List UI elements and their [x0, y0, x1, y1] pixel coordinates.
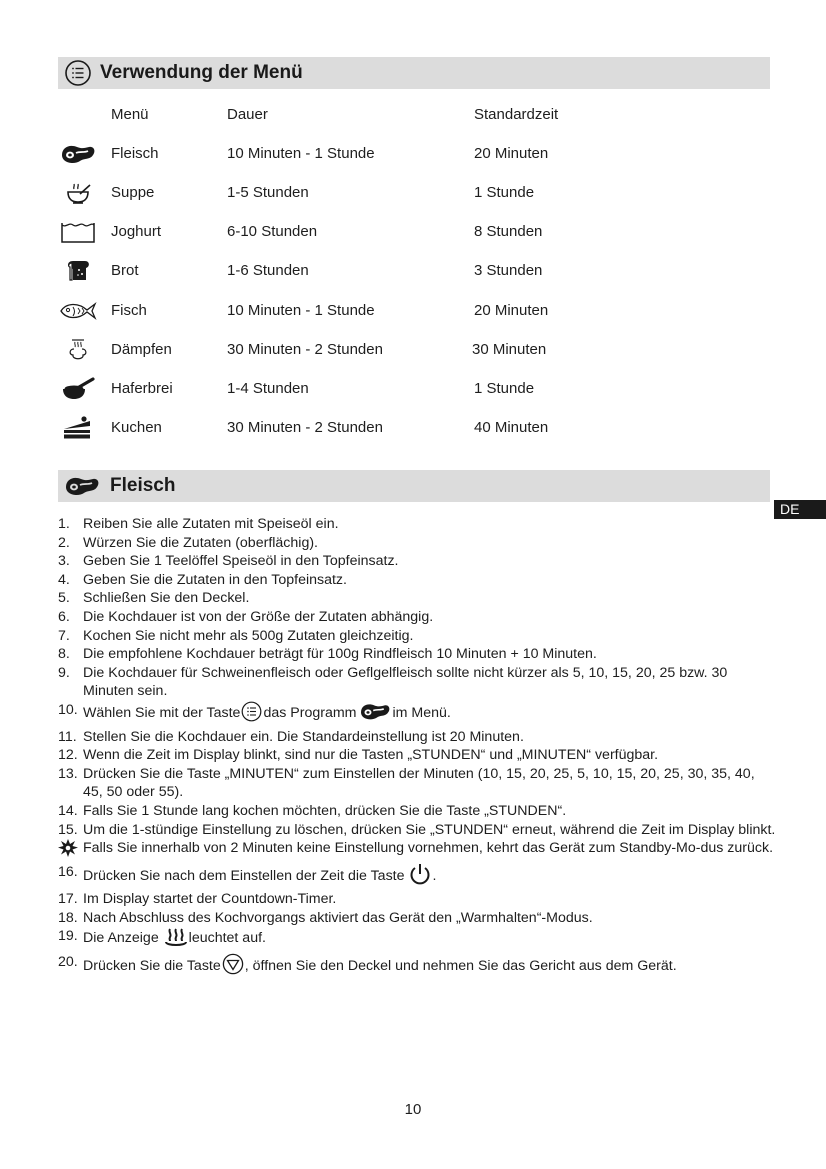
menu-name: Suppe — [111, 184, 155, 201]
menu-duration: 6-10 Stunden — [227, 223, 318, 240]
step-number: 14. — [58, 802, 78, 819]
menu-button-icon — [241, 701, 262, 728]
menu-row-steam — [0, 335, 826, 365]
column-header-duration: Dauer — [227, 106, 268, 123]
language-tab: DE — [774, 500, 826, 519]
meat-icon — [58, 139, 98, 169]
menu-duration: 10 Minuten - 1 Stunde — [227, 145, 375, 162]
soup-icon — [58, 178, 98, 208]
menu-name: Fisch — [111, 302, 147, 319]
meat-icon — [62, 474, 102, 498]
menu-duration: 1-4 Stunden — [227, 380, 309, 397]
menu-duration: 1-6 Stunden — [227, 262, 309, 279]
menu-name: Kuchen — [111, 419, 162, 436]
bread-icon — [58, 256, 98, 286]
step-text: Reiben Sie alle Zutaten mit Speiseöl ein. — [83, 516, 339, 532]
step-number: 8. — [58, 646, 70, 663]
menu-row-bread — [0, 256, 826, 286]
porridge-icon — [58, 374, 98, 404]
list-item — [58, 664, 778, 701]
step-number: 3. — [58, 553, 70, 570]
step-text: Wählen Sie mit der Taste — [83, 704, 241, 721]
menu-standard-time: 30 Minuten — [472, 341, 547, 358]
step-text: Schließen Sie den Deckel. — [83, 590, 250, 607]
power-button-icon — [409, 863, 431, 891]
step-text: Die Kochdauer für Schweinenfleisch oder Geflgelfleisch sollte nicht kürzer als 5, 10, 15, 20, 25 bzw. 30 Minuten sein. — [83, 664, 728, 700]
section-header-meat — [58, 470, 770, 502]
menu-name: Haferbrei — [111, 380, 173, 397]
menu-name: Fleisch — [111, 145, 159, 162]
step-number: 7. — [58, 627, 70, 644]
section-title: Verwendung der Menü — [100, 62, 303, 83]
step-text: Wenn die Zeit im Display blinkt, sind nur die Tasten „STUNDEN“ und „MINUTEN“ verfügbar. — [83, 747, 659, 764]
step-number: 11. — [58, 728, 77, 745]
list-item — [58, 515, 778, 534]
menu-name: Dämpfen — [111, 341, 172, 358]
step-text: Kochen Sie nicht mehr als 500g Zutaten gleichzeitig. — [83, 627, 414, 644]
step-number: 6. — [58, 608, 70, 625]
list-item — [58, 645, 778, 664]
step-text: , öffnen Sie den Deckel und nehmen Sie das Gericht aus dem Gerät. — [244, 958, 677, 975]
keep-warm-icon — [164, 927, 188, 953]
step-number: 16. — [58, 863, 78, 880]
step-number: 1. — [58, 516, 70, 532]
menu-duration: 10 Minuten - 1 Stunde — [227, 302, 375, 319]
page-number: 10 — [404, 1101, 422, 1118]
list-item — [58, 589, 778, 608]
step-text: Drücken Sie nach dem Einstellen der Zeit die Taste — [83, 867, 405, 884]
menu-row-yogurt — [0, 217, 826, 247]
list-item — [58, 571, 778, 590]
step-text: Stellen Sie die Kochdauer ein. Die Standardeinstellung ist 20 Minuten. — [83, 728, 524, 745]
list-item — [58, 552, 778, 571]
menu-row-soup — [0, 178, 826, 208]
cancel-button-icon — [222, 953, 244, 981]
list-item — [58, 765, 778, 802]
menu-duration: 1-5 Stunden — [227, 184, 309, 201]
menu-row-meat — [0, 139, 826, 169]
menu-standard-time: 20 Minuten — [474, 145, 549, 162]
step-number: 10. — [58, 701, 78, 718]
step-text: Falls Sie 1 Stunde lang kochen möchten, drücken Sie die Taste „STUNDEN“. — [83, 802, 567, 819]
list-item — [58, 802, 778, 821]
note-item — [58, 839, 778, 863]
menu-row-cake — [0, 413, 826, 443]
menu-row-porridge — [0, 374, 826, 404]
step-number: 18. — [58, 909, 78, 926]
step-text: Die empfohlene Kochdauer beträgt für 100g Rindfleisch 10 Minuten + 10 Minuten. — [83, 646, 597, 663]
steam-icon — [58, 335, 98, 365]
menu-row-fish — [0, 296, 826, 326]
list-item — [58, 909, 778, 928]
step-text: das Programm — [263, 704, 357, 721]
step-text: Drücken Sie die Taste „MINUTEN“ zum Einstellen der Minuten (10, 15, 20, 25, 5, 10, 15, 20, 25, 30, 35, 40, 45, 50 oder 55). — [83, 765, 755, 801]
step-number: 20. — [58, 954, 78, 971]
meat-icon — [358, 701, 392, 728]
list-item — [58, 608, 778, 627]
list-item — [58, 821, 778, 840]
step-text: Im Display startet der Countdown-Timer. — [83, 891, 337, 908]
menu-name: Joghurt — [111, 223, 162, 240]
list-item — [58, 890, 778, 909]
list-item — [58, 701, 778, 728]
menu-list-icon — [64, 59, 92, 87]
step-number: 15. — [58, 821, 78, 838]
menu-standard-time: 1 Stunde — [474, 380, 535, 397]
menu-standard-time: 20 Minuten — [474, 302, 549, 319]
menu-standard-time: 40 Minuten — [474, 419, 549, 436]
menu-duration: 30 Minuten - 2 Stunden — [227, 419, 383, 436]
step-text: Die Kochdauer ist von der Größe der Zutaten abhängig. — [83, 608, 434, 625]
note-text: Falls Sie innerhalb von 2 Minuten keine Einstellung vornehmen, kehrt das Gerät zum Standby-Mo-dus zurück. — [83, 840, 774, 857]
list-item — [58, 746, 778, 765]
step-number: 9. — [58, 664, 70, 681]
step-number: 19. — [58, 928, 78, 945]
step-text: Um die 1-stündige Einstellung zu löschen, drücken Sie „STUNDEN“ erneut, während die Zeit im Display blinkt. — [83, 821, 776, 838]
column-header-standard-time: Standardzeit — [474, 106, 559, 123]
cake-icon — [58, 413, 98, 443]
list-item — [58, 953, 778, 981]
warning-star-icon — [58, 839, 83, 863]
step-text: leuchtet auf. — [188, 930, 266, 947]
fish-icon — [58, 296, 98, 326]
section-title: Fleisch — [110, 475, 176, 496]
menu-standard-time: 8 Stunden — [474, 223, 543, 240]
step-number: 2. — [58, 534, 70, 551]
list-item — [58, 627, 778, 646]
instruction-list — [58, 515, 778, 981]
step-number: 17. — [58, 891, 78, 908]
step-text: im Menü. — [392, 704, 451, 721]
column-header-menu: Menü — [111, 106, 149, 123]
list-item — [58, 728, 778, 747]
menu-standard-time: 1 Stunde — [474, 184, 535, 201]
menu-duration: 30 Minuten - 2 Stunden — [227, 341, 383, 358]
step-number: 4. — [58, 571, 70, 588]
step-number: 13. — [58, 765, 78, 782]
step-text: Geben Sie die Zutaten in den Topfeinsatz. — [83, 571, 347, 588]
step-text: Geben Sie 1 Teelöffel Speiseöl in den Topfeinsatz. — [83, 553, 399, 570]
step-text: . — [432, 867, 437, 884]
list-item — [58, 927, 778, 953]
step-text: Nach Abschluss des Kochvorgangs aktiviert das Gerät den „Warmhalten“-Modus. — [83, 909, 593, 926]
step-number: 12. — [58, 747, 78, 764]
menu-standard-time: 3 Stunden — [474, 262, 543, 279]
step-number: 5. — [58, 590, 70, 607]
step-text: Würzen Sie die Zutaten (oberflächig). — [83, 534, 318, 551]
menu-name: Brot — [111, 262, 139, 279]
list-item — [58, 863, 778, 891]
list-item — [58, 534, 778, 553]
step-text: Drücken Sie die Taste — [83, 958, 221, 975]
section-header-menu-usage — [58, 57, 770, 89]
step-text: Die Anzeige — [83, 930, 159, 947]
yogurt-icon — [58, 217, 98, 247]
